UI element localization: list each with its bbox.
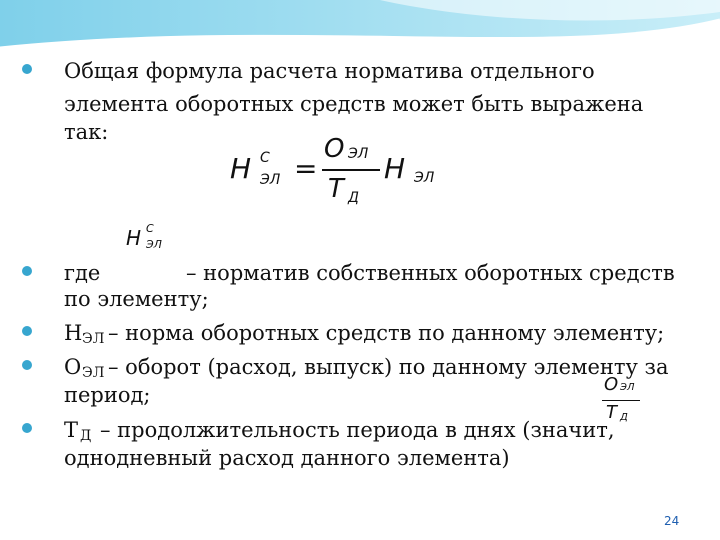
- formula-lhs: Н: [230, 152, 252, 185]
- bullet-1-line-2: по элементу;: [64, 287, 209, 311]
- formula-lhs-sub: ЭЛ: [260, 172, 281, 188]
- header-swoosh-decoration: [0, 0, 720, 60]
- formula-den: Т: [328, 174, 344, 204]
- bullet-dot-icon: [22, 64, 32, 74]
- formula-rhs-sub: ЭЛ: [414, 170, 435, 186]
- bullet-4-text: – продолжительность периода в днях (значит,: [100, 418, 615, 442]
- bullet-2-symbol: Н: [64, 321, 83, 345]
- formula-equals: =: [294, 152, 318, 185]
- bullet-dot-icon: [22, 360, 32, 370]
- bullet-dot-icon: [22, 266, 32, 276]
- symbol-sup: С: [146, 222, 154, 235]
- bullet-2-text: – норма оборотных средств по данному элементу;: [108, 321, 665, 345]
- formula-rhs: Н: [384, 152, 406, 185]
- bullet-4-symbol-sub: Д: [80, 428, 92, 444]
- formula-num: О: [324, 134, 345, 164]
- small-den-sub: Д: [620, 412, 628, 423]
- small-fraction-bar: [602, 400, 640, 401]
- main-formula: [228, 134, 458, 214]
- bullet-3-line-2: период;: [64, 383, 151, 407]
- small-num: О: [604, 374, 619, 395]
- intro-line-1: Общая формула расчета норматива отдельного: [64, 59, 595, 83]
- bullet-2-symbol-sub: ЭЛ: [82, 331, 105, 347]
- formula-lhs-sup: С: [260, 150, 270, 166]
- bullet-4-line-2: однодневный расход данного элемента): [64, 446, 510, 470]
- bullet-3-text: – оборот (расход, выпуск) по данному элементу за: [108, 355, 669, 379]
- bullet-dot-icon: [22, 326, 32, 336]
- symbol-base: Н: [126, 226, 142, 250]
- formula-fraction-bar: [322, 169, 380, 171]
- formula-den-sub: Д: [348, 190, 359, 206]
- symbol-sub: ЭЛ: [146, 238, 162, 251]
- intro-line-3: так:: [64, 120, 109, 144]
- bullet-dot-icon: [22, 423, 32, 433]
- page-number: 24: [664, 514, 680, 528]
- small-num-sub: ЭЛ: [620, 382, 635, 393]
- bullet-3-symbol: О: [64, 355, 82, 379]
- formula-num-sub: ЭЛ: [348, 146, 369, 162]
- bullet-4-symbol: Т: [64, 418, 79, 442]
- symbol-h-sc-el: [126, 222, 186, 262]
- bullet-1-lead: где: [64, 261, 101, 285]
- bullet-1-text: – норматив собственных оборотных средств: [186, 261, 675, 285]
- small-den: Т: [606, 402, 617, 423]
- intro-line-2: элемента оборотных средств может быть выражена: [64, 92, 644, 116]
- bullet-3-symbol-sub: ЭЛ: [82, 365, 105, 381]
